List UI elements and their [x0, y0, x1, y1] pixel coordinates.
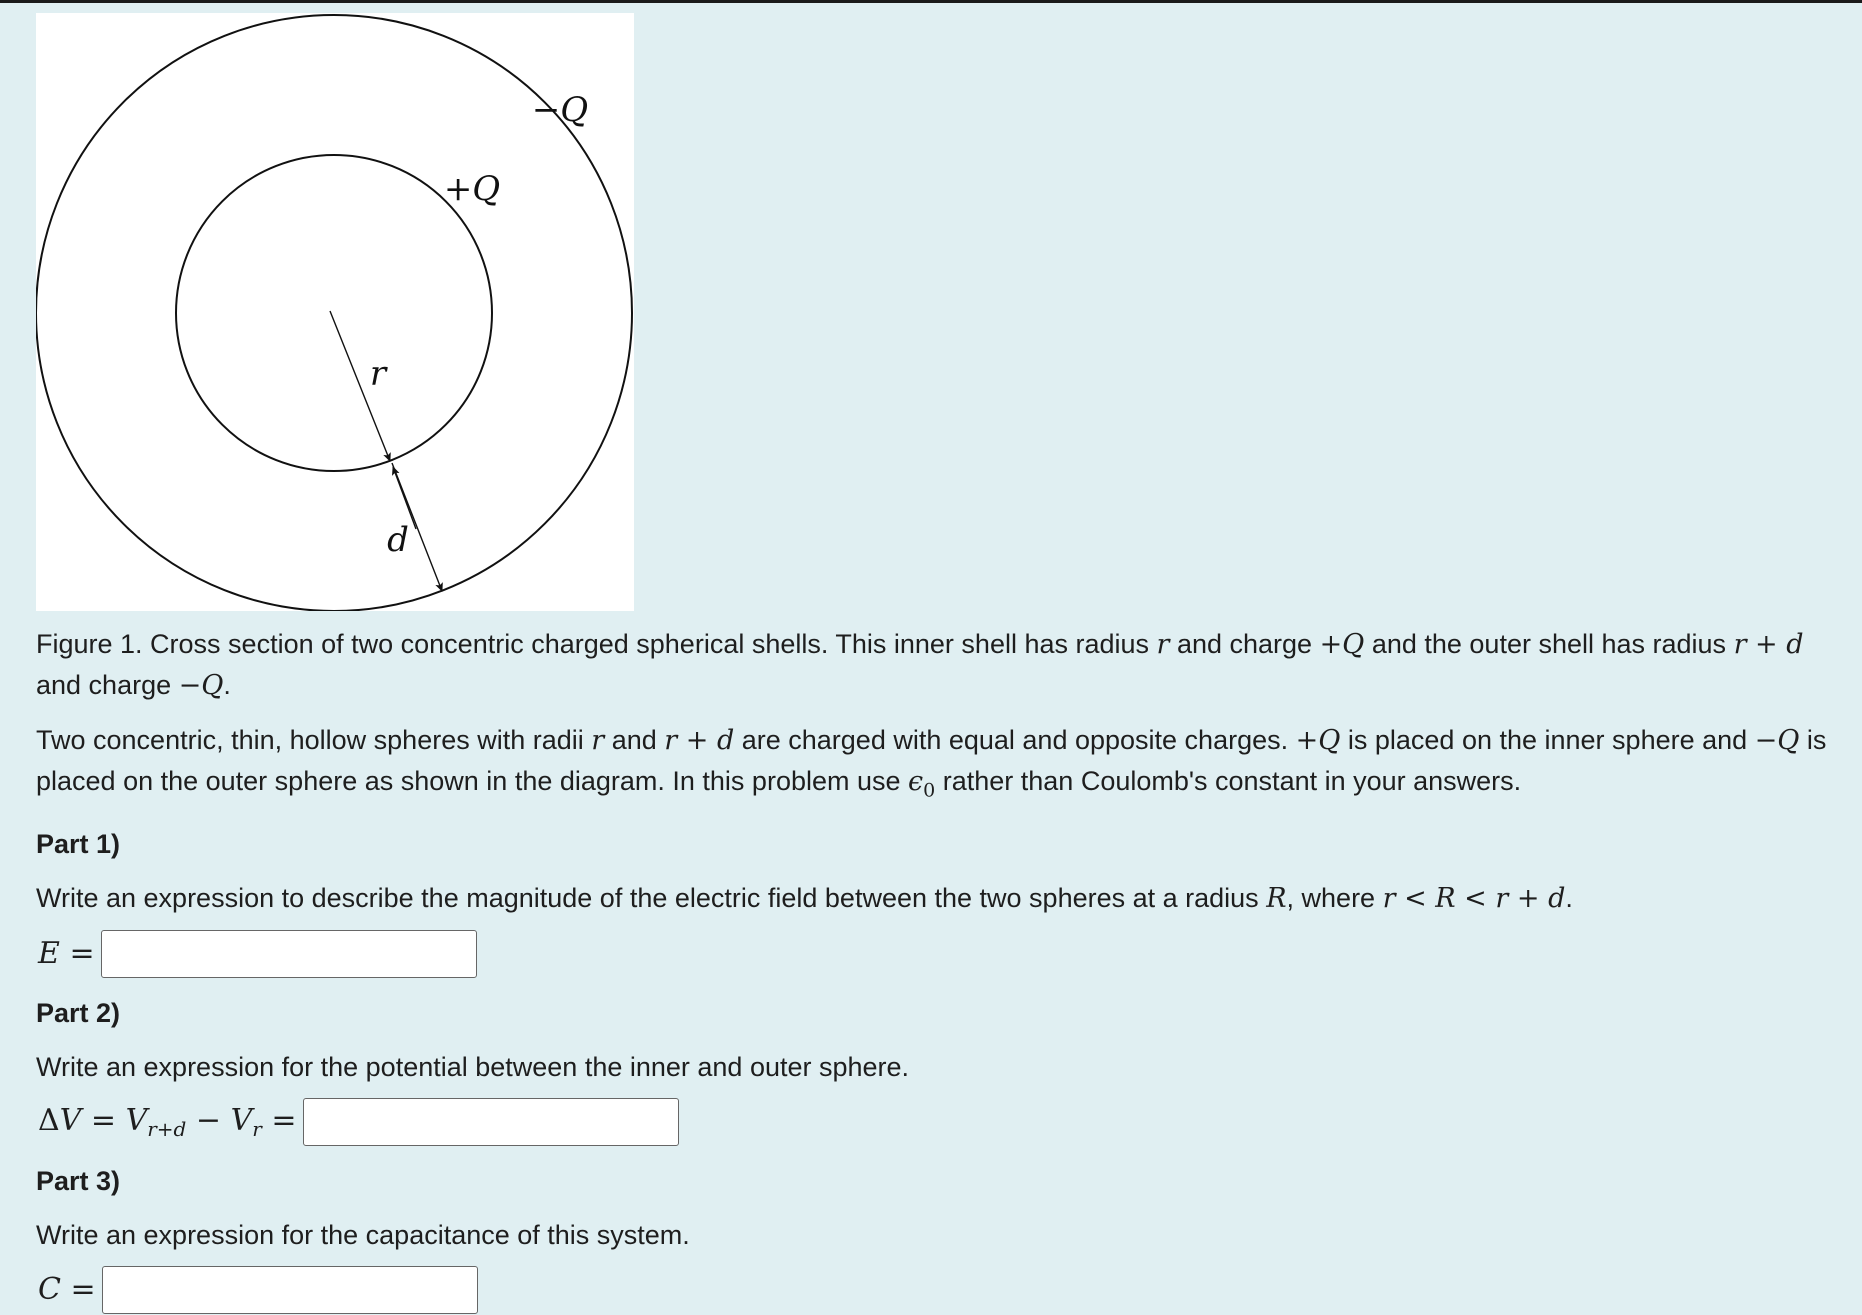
potential-difference-input[interactable] [303, 1098, 679, 1146]
part3-heading: Part 3) [36, 1166, 121, 1197]
part2-question: Write an expression for the potential between the inner and outer sphere. [36, 1052, 910, 1083]
part3-answer-label: C = [38, 1272, 96, 1308]
problem-content [36, 13, 1836, 1315]
part1-heading: Part 1) [36, 829, 121, 860]
top-border [0, 0, 1862, 3]
shells-diagram [36, 13, 634, 611]
problem-intro: Two concentric, thin, hollow spheres with radii r and r + d are charged with equal and opposite charges. +Q is placed on the inner sphere and −Q is placed on the outer sphere as shown in the diagram. In this problem use $\epsilon_0$ rather than Coulomb's constant in your answers. [36, 725, 1827, 802]
part3-question: Write an expression for the capacitance of this system. [36, 1220, 690, 1251]
part1-question: Write an expression to describe the magnitude of the electric field between the two spheres at a radius R, where r < R < r + d. [36, 883, 1573, 915]
part2-answer-label: $\Delta V = V_{r+d} - V_r$ = [38, 1102, 297, 1141]
radius-r-label: r [369, 354, 387, 394]
part2-answer-row [36, 1096, 1836, 1147]
part3-answer-row [36, 1264, 1836, 1315]
capacitance-input[interactable] [102, 1266, 478, 1314]
part1-answer-row [36, 928, 1836, 979]
inner-charge-label: +Q [443, 169, 501, 209]
part2-heading: Part 2) [36, 998, 121, 1029]
figure-caption: Figure 1. Cross section of two concentric charged spherical shells. This inner shell has radius r and charge +Q and the outer shell has radius r + d and charge −Q. [36, 629, 1804, 701]
figure-concentric-shells [36, 13, 634, 611]
gap-d-label: d [387, 520, 409, 560]
outer-charge-label: −Q [531, 90, 589, 130]
part1-answer-label: E = [38, 936, 95, 972]
electric-field-input[interactable] [101, 930, 477, 978]
